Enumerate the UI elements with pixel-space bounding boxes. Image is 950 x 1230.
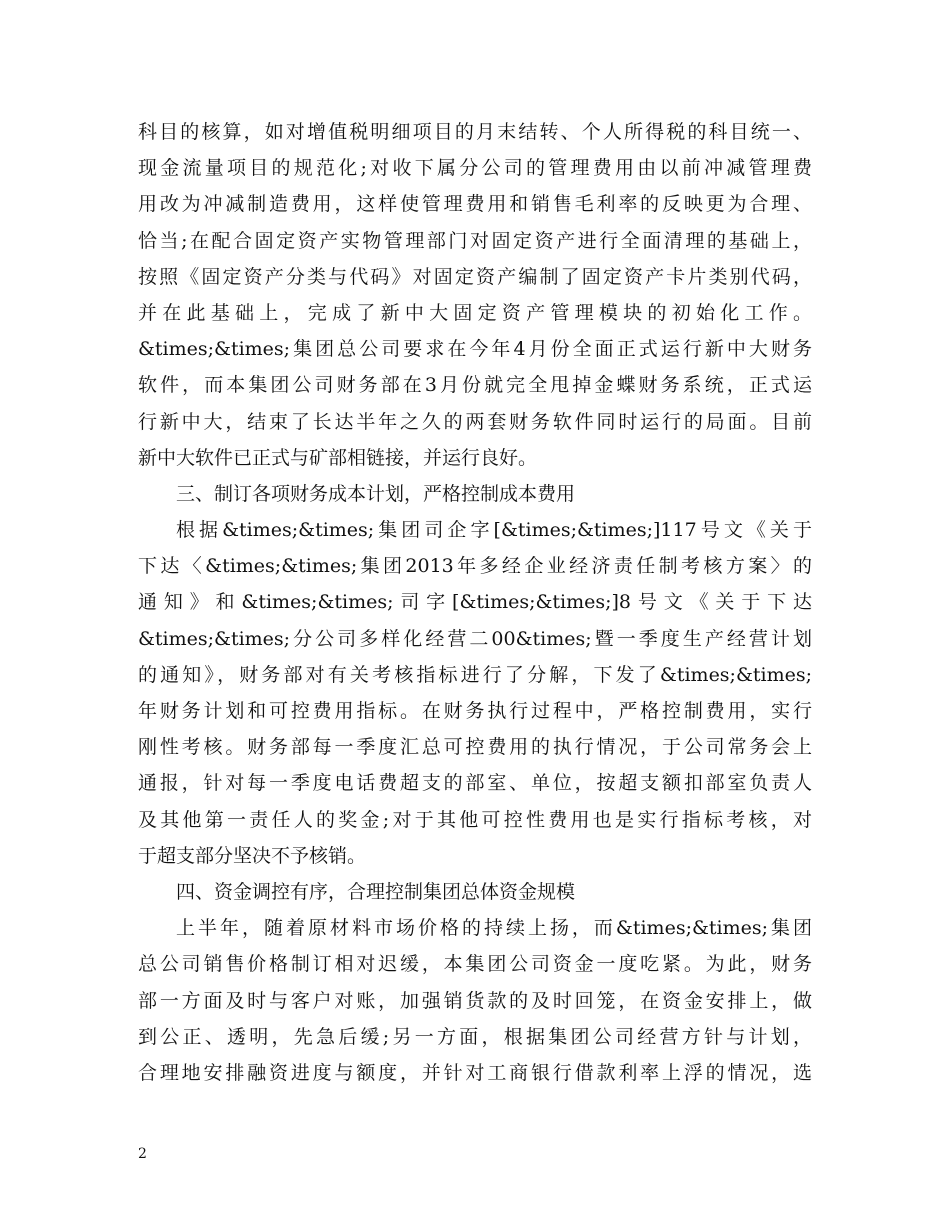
text-line: 通知》和&times;&times;司字[&times;&times;]8号文《关于下达	[138, 591, 812, 614]
text-line: 新中大软件已正式与矿部相链接，并运行良好。	[138, 446, 538, 469]
text-line: 现金流量项目的规范化;对收下属分公司的管理费用由以前冲减管理费	[138, 157, 812, 180]
text-line: 刚性考核。财务部每一季度汇总可控费用的执行情况，于公司常务会上	[138, 736, 812, 759]
text-line: 通报，针对每一季度电话费超支的部室、单位，按超支额扣部室负责人	[138, 772, 812, 795]
text-line: &times;&times;分公司多样化经营二00&times;暨一季度生产经营计划	[138, 627, 812, 650]
text-line: 年财务计划和可控费用指标。在财务执行过程中，严格控制费用，实行	[138, 700, 812, 722]
text-line: 行新中大，结束了长达半年之久的两套财务软件同时运行的局面。目前	[138, 410, 812, 433]
text-line: 及其他第一责任人的奖金;对于其他可控性费用也是实行指标考核，对	[138, 808, 812, 831]
text-line: 部一方面及时与客户对账，加强销货款的及时回笼，在资金安排上，做	[138, 989, 812, 1012]
section-heading: 三、制订各项财务成本计划，严格控制成本费用	[176, 482, 576, 505]
section-heading: 四、资金调控有序，合理控制集团总体资金规模	[176, 880, 576, 903]
text-line: 合理地安排融资进度与额度，并针对工商银行借款利率上浮的情况，选	[138, 1061, 812, 1084]
text-line: 用改为冲减制造费用，这样使管理费用和销售毛利率的反映更为合理、	[138, 193, 812, 216]
text-line: 到公正、透明，先急后缓;另一方面，根据集团公司经营方针与计划，	[138, 1025, 812, 1048]
text-line: 总公司销售价格制订相对迟缓，本集团公司资金一度吃紧。为此，财务	[138, 953, 812, 976]
document-body	[138, 114, 812, 1091]
text-line: 并在此基础上，完成了新中大固定资产管理模块的初始化工作。	[138, 301, 812, 324]
text-line: &times;&times;集团总公司要求在今年4月份全面正式运行新中大财务	[138, 338, 812, 361]
text-line: 下达〈&times;&times;集团2013年多经企业经济责任制考核方案〉的	[138, 555, 812, 578]
text-line: 的通知》，财务部对有关考核指标进行了分解，下发了&times;&times;	[138, 663, 812, 686]
text-line: 科目的核算，如对增值税明细项目的月末结转、个人所得税的科目统一、	[138, 121, 812, 143]
text-line: 恰当;在配合固定资产实物管理部门对固定资产进行全面清理的基础上，	[138, 229, 812, 252]
text-line: 根据&times;&times;集团司企字[&times;&times;]117号文《关于	[176, 519, 812, 542]
text-line: 按照《固定资产分类与代码》对固定资产编制了固定资产卡片类别代码，	[138, 265, 812, 288]
text-line: 软件，而本集团公司财务部在3月份就完全甩掉金蝶财务系统，正式运	[138, 374, 812, 397]
text-line: 上半年，随着原材料市场价格的持续上扬，而&times;&times;集团	[176, 917, 812, 940]
text-line: 于超支部分坚决不予核销。	[138, 844, 367, 867]
page-number: 2	[138, 1146, 147, 1162]
